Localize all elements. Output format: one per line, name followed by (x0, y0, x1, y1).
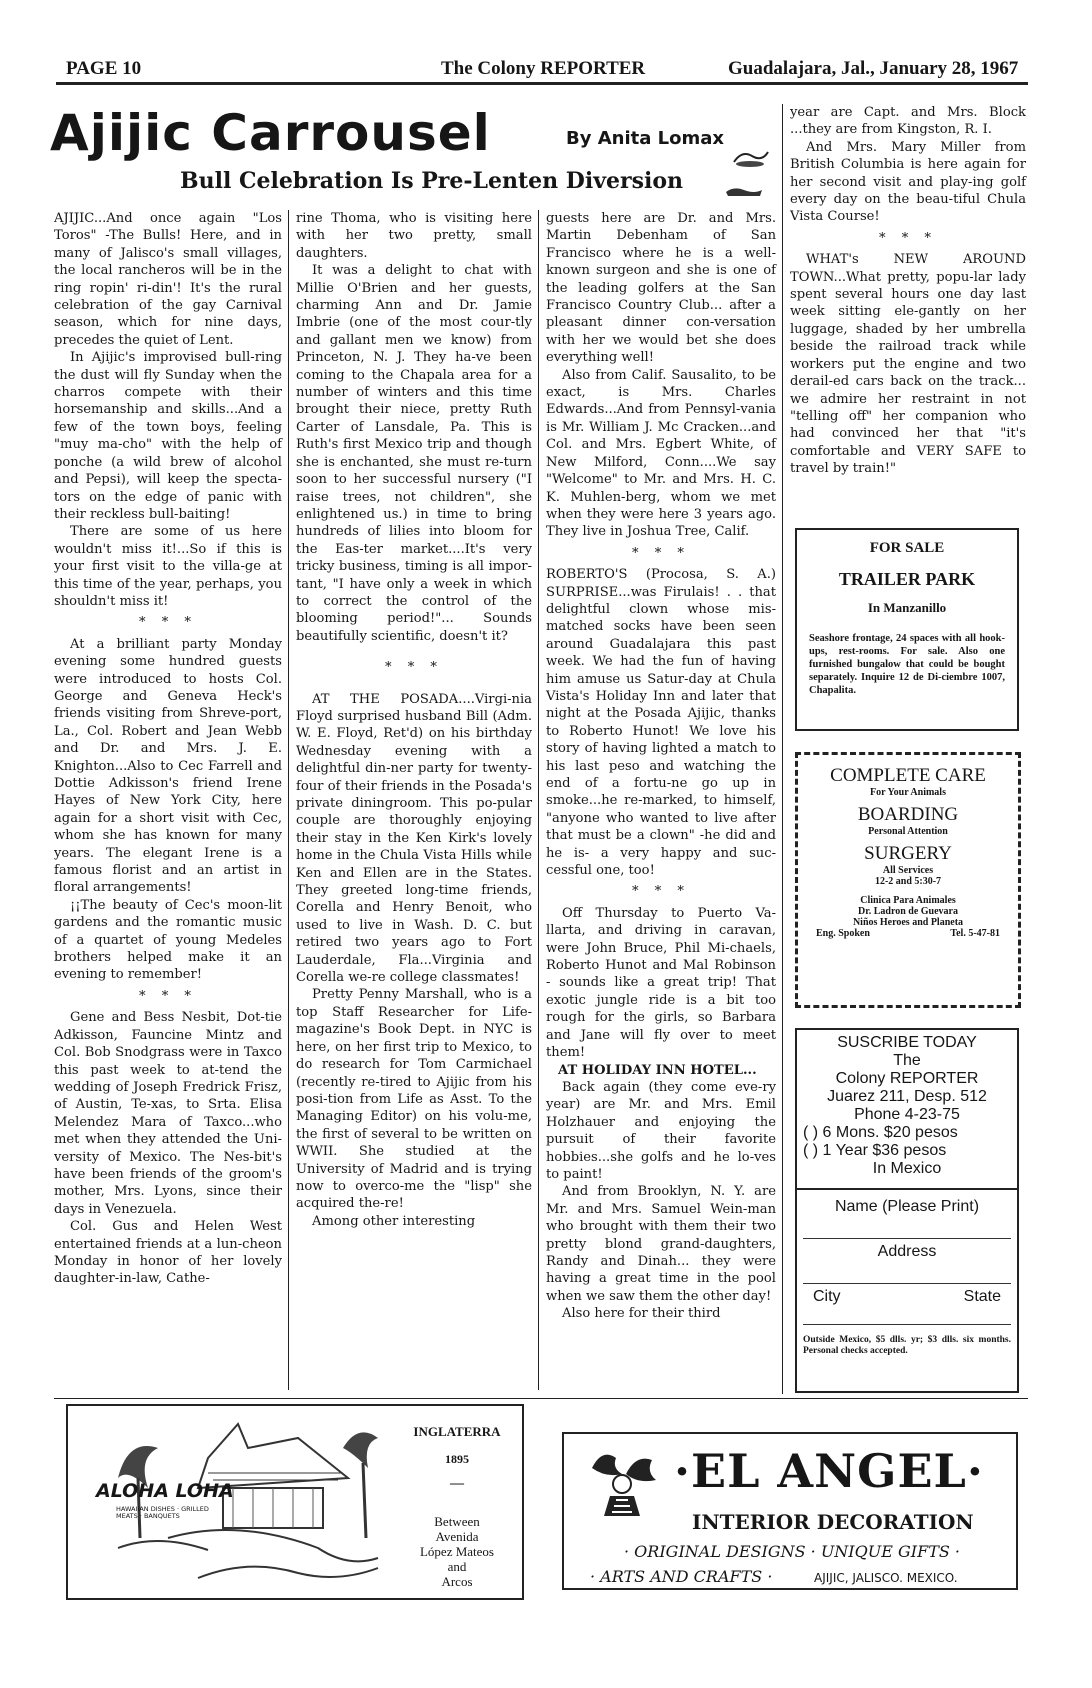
ad-line: — (450, 1476, 464, 1491)
city-state-row[interactable] (803, 1288, 1011, 1306)
ad-body: Seashore frontage, 24 spaces with all hook-ups, rest-rooms. For sale. Also one furnished bungalow that could be bought separately. Inquire 12 de Di-ciembre 1007, Chapalita. (809, 633, 1005, 696)
separator-stars: * * * (632, 884, 690, 900)
ad-line: Avenida (435, 1529, 479, 1544)
aloha-logo-sub: HAWAIIAN DISHES · GRILLED MEATS · BANQUETS (116, 1505, 209, 1520)
el-angel-logo: ·EL ANGEL· (674, 1444, 984, 1498)
paragraph: Among other interesting (312, 1213, 476, 1229)
vet-clinic-ad (795, 752, 1021, 1008)
ad-line: Clinica Para Animales (860, 895, 956, 906)
name-field[interactable] (803, 1216, 1011, 1239)
trailer-park-ad (795, 528, 1019, 731)
paragraph: guests here are Dr. and Mrs. Martin Debenham of San Francisco where he is a well-known surgeon and she is one of the leading golfers at the San Francisco Country Club... after a pleasant dinner con-versation with her we would bet she does everything well! (546, 211, 776, 366)
ad-line (806, 928, 1010, 939)
paragraph: And from Brooklyn, N. Y. are Mr. and Mrs. Samuel Wein-man who brought with them their two pretty blond grand-daughters, Randy and Dinah... they were having a great time in the pool when we saw them the other day! (546, 1184, 776, 1304)
paragraph: Also from Calif. Sausalito, to be exact, is Mrs. Charles Edwards...And from Pennsyl-vania is Mr. William J. Mc Cracken...and Col. and Mrs. Egbert White, of New Milford, Conn....We say "Welcome" to Mr. and Mrs. H. C. K. Muhlen-berg, whom we met when they were here 3 years ago. They live in Joshua Tree, Calif. (546, 367, 776, 540)
paragraph: rine Thoma, who is visiting here with her two pretty, small daughters. (296, 211, 532, 261)
ad-line: SUSCRIBE TODAY (837, 1034, 977, 1051)
paragraph: At a brilliant party Monday evening some hundred guests were introduced to hosts Col. George and Geneva Heck's friends visiting from Shreve-port, La., Col. Robert and Jean Webb and Dr. and Mrs. J. E. Knighton...Also to Cec Farrell and Dottie Adkisson's friend Irene Hayes of New York City, here again for a short visit with Cec, whom she has known for many years. The elegant Irene is a famous florist and an artist in floral arrangements! (54, 636, 282, 896)
separator-stars: * * * (139, 988, 197, 1004)
article-column-4 (790, 104, 1026, 524)
ad-heading: FOR SALE (869, 540, 945, 556)
article-column-2 (296, 210, 532, 1390)
article-column-1 (54, 210, 282, 1390)
paragraph: Pretty Penny Marshall, who is a top Staff Researcher for Life-magazine's Book Dept. in NYC is here, on her first trip to Mexico, to do research for Tom Carmichael (recently re-tired to Ajijic from his posi-tion from Life as Asst. To the Managing Editor) on his volu-me, the first of several to be written on WWII. She studied at the University of Madrid and is trying now to overco-me the "lisp" she acquired the-re! (296, 987, 532, 1212)
ad-location: In Manzanillo (867, 600, 947, 615)
ad-line: Arcos (441, 1574, 473, 1589)
option-6-months[interactable]: ( ) 6 Mons. $20 pesos (803, 1124, 958, 1141)
bottom-rule (54, 1398, 1028, 1399)
option-1-year[interactable]: ( ) 1 Year $36 pesos (803, 1142, 947, 1159)
paragraph: And Mrs. Mary Miller from British Columbia is here again for her second visit and play-ing golf every day on the beau-tiful Chula Vista Course! (790, 139, 1026, 225)
separator-stars: * * * (879, 230, 937, 246)
ad-line: Phone 4-23-75 (854, 1106, 960, 1123)
column-rule (782, 104, 783, 1394)
paragraph: Col. Gus and Helen West entertained friends at a lun-cheon Monday in honor of her lovely daughter-in-law, Cathe- (54, 1219, 282, 1287)
bull-icon (724, 182, 764, 198)
ad-footer: Outside Mexico, $5 dlls. yr; $3 dlls. six months. Personal checks accepted. (803, 1335, 1011, 1356)
ad-line: The (893, 1052, 921, 1069)
ad-line: · ORIGINAL DESIGNS · UNIQUE GIFTS · (624, 1542, 960, 1561)
byline: By Anita Lomax (566, 128, 725, 149)
column-rule (538, 210, 539, 1390)
paper-name: The Colony REPORTER (441, 58, 646, 79)
ad-line: AJIJIC, JALISCO. MEXICO. (814, 1571, 958, 1585)
ad-line: López Mateos (419, 1544, 494, 1559)
paragraph: AJIJIC...And once again "Los Toros" -The Bulls! Here, and in many of Jalisco's small villages, the local rancheros will be in the ring ropin' ri-din'! It's the rural celebration of the gay Carnival season, which for nine days, precedes the quiet of Lent. (54, 211, 282, 348)
paragraph: ROBERTO'S (Procosa, S. A.) SURPRISE...was Firulais! . . that delightful clown whose mis-matched socks have been seen around Guadalajara this past week. We had the fun of having him amuse us Satur-day at Chula Vista's Holiday Inn and later that night at the Posada Ajijic, thanks to Roberto Hunot! We love his story of having lighted a match to his last peso and watching the end of a fortu-ne go up in smoke...he re-marked, to himself, "anyone who wanted to live after that must be a clown" -he did and he is- a very happy and suc-cessful one, too! (546, 567, 776, 879)
paragraph: WHAT's NEW AROUND TOWN...What pretty, popu-lar lady spent several hours one day last week sitting ele-gantly on her luggage, shaded by her umbrella beside the railroad track while workers put the engine and two derail-ed cars back on the track... we admire her restraint in not "telling off" her companion who had convinced her that "it's comfortable and VERY SAFE to travel by train!" (790, 252, 1026, 477)
address-field-label: Address (877, 1243, 937, 1260)
ad-line: INTERIOR DECORATION (692, 1510, 974, 1534)
paragraph: Also here for their third (562, 1306, 721, 1322)
ad-line: and (447, 1559, 467, 1574)
city-field-label: City (813, 1288, 841, 1305)
paragraph: year are Capt. and Mrs. Block ...they are from Kingston, R. I. (790, 105, 1026, 138)
address-field[interactable] (803, 1261, 1011, 1284)
paragraph: Back again (they come eve-ry year) are Mr. and Mrs. Emil Holzhauer and enjoying the pursuit of their favorite hobbies...she golfs and he lo-ves to paint! (546, 1079, 776, 1182)
article-subhead: Bull Celebration Is Pre-Lenten Diversion (180, 168, 683, 194)
name-field-label: Name (Please Print) (834, 1198, 980, 1215)
state-field-label: State (963, 1288, 1001, 1305)
dateline: Guadalajara, Jal., January 28, 1967 (728, 58, 1019, 79)
ad-line: Between (434, 1514, 480, 1529)
article-column-3 (546, 210, 776, 1390)
separator-stars: * * * (139, 615, 197, 631)
separator-stars: * * * (385, 660, 443, 676)
ad-line: · ARTS AND CRAFTS · (590, 1567, 773, 1586)
hut-illustration (88, 1418, 388, 1588)
page-number: PAGE 10 (66, 58, 142, 79)
ad-line: For Your Animals (870, 787, 946, 798)
header-rule (56, 82, 1028, 85)
column-rule (288, 210, 289, 1390)
ad-title: TRAILER PARK (838, 569, 976, 589)
ad-line: In Mexico (872, 1160, 942, 1177)
paragraph: It was a delight to chat with Millie O'Brien and her guests, charming Ann and Dr. Jamie Imbrie (one of the most cour-tly and gallant men we know) from Princeton, N. J. They ha-ve been coming to the Chapala area for a number of winters and this time brought their niece, pretty Ruth Carter of Lansdale, Pa. This is Ruth's first Mexico trip and though she is enchanted, she must re-turn soon to her successful nursery ("I raise trees, not children", she enlightened us.) in time to bring hundreds of lilies into bloom for the Eas-ter market....It's very tricky business, timing is all impor-tant, "I have only a week in which to correct the control of the blooming period!"... Sounds beautifully scientific, doesn't it? (296, 263, 532, 644)
ad-line: COMPLETE CARE (830, 765, 986, 786)
ad-line: BOARDING (857, 804, 959, 825)
ad-line: Juarez 211, Desp. 512 (827, 1088, 987, 1105)
ad-line: Colony REPORTER (835, 1070, 979, 1087)
paragraph: There are some of us here wouldn't miss it!...So if this is your first visit to the villa-ge at this time of the year, perhaps, you shouldn't miss it! (54, 524, 282, 609)
paragraph: AT THE POSADA....Virgi-nia Floyd surprised husband Bill (Adm. W. E. Floyd, Ret'd) on his birthday Wednesday evening with a delightful din-ner party for twenty-four of their friends in the Posada's private diningroom. This po-pular couple are thoroughly enjoying their stay in the Ken Kirk's lovely home in the Chula Vista Hills while Ken and Ellen are in the States. They greeted long-time friends, Corella and Henry Benoit, who used to live in Wash. D. C. but retired two years ago to Fort Lauderdale, Fla...Virginia and Corella we-re college classmates! (296, 691, 532, 986)
ad-text: Eng. Spoken (816, 928, 870, 939)
subscription-form (795, 1028, 1019, 1393)
aloha-logo: ALOHA LOHA (96, 1480, 234, 1502)
ad-line: Dr. Ladron de Guevara (857, 906, 958, 917)
cartoon-icon (730, 142, 770, 170)
separator-stars: * * * (632, 545, 690, 561)
city-state-field[interactable] (803, 1306, 1011, 1325)
angel-icon (582, 1448, 666, 1518)
paragraph: ¡¡The beauty of Cec's moon-lit gardens and the romantic music of a quartet of young Medeles brothers helped make it an evening to remember! (54, 897, 282, 983)
section-heading: AT HOLIDAY INN HOTEL... (558, 1062, 757, 1078)
ad-line: 12-2 and 5:30-7 (874, 876, 942, 887)
paragraph: In Ajijic's improvised bull-ring the dust will fly Sunday when the charros compete with their horsemanship and skills...And a few of the town boys, feeling "muy ma-cho" with the help of ponche (a wild brew of alcohol and Pepsi), will keep the specta-tors on the edge of panic with their reckless bull-baiting! (54, 350, 282, 522)
el-angel-ad (562, 1432, 1018, 1590)
paragraph: Gene and Bess Nesbit, Dot-tie Adkisson, Fauncine Mintz and Col. Bob Snodgrass were in Taxco this past week to at-tend the wedding of Joseph Fredrick Frisz, of Austin, Te-xas, to Srta. Elisa Melendez Mara of Taxco...who met when they attended the Uni-versity of Mexico. The Nes-bit's have been friends of the groom's mother, Mrs. Lyons, since their days in Venezuela. (54, 1010, 282, 1217)
paragraph: Off Thursday to Puerto Va-llarta, and driving in caravan, were John Bruce, Phil Mi-chaels, Roberto Hunot and Mal Robinson - sounds like a great trip! That exotic jungle ride is a bit too rough for the girls, so Barbara and Jane will fly over to meet them! (546, 905, 776, 1061)
ad-line: Personal Attention (868, 826, 948, 837)
ad-line: INGLATERRA (413, 1424, 501, 1439)
aloha-loha-ad (66, 1404, 524, 1600)
ad-line: SURGERY (864, 843, 952, 864)
ad-line: 1895 (445, 1452, 469, 1466)
article-title: Ajijic Carrousel (50, 104, 491, 162)
ad-text: Tel. 5-47-81 (950, 928, 1000, 939)
ad-line: Niños Heroes and Planeta (852, 917, 964, 928)
ad-line: All Services (882, 865, 934, 876)
